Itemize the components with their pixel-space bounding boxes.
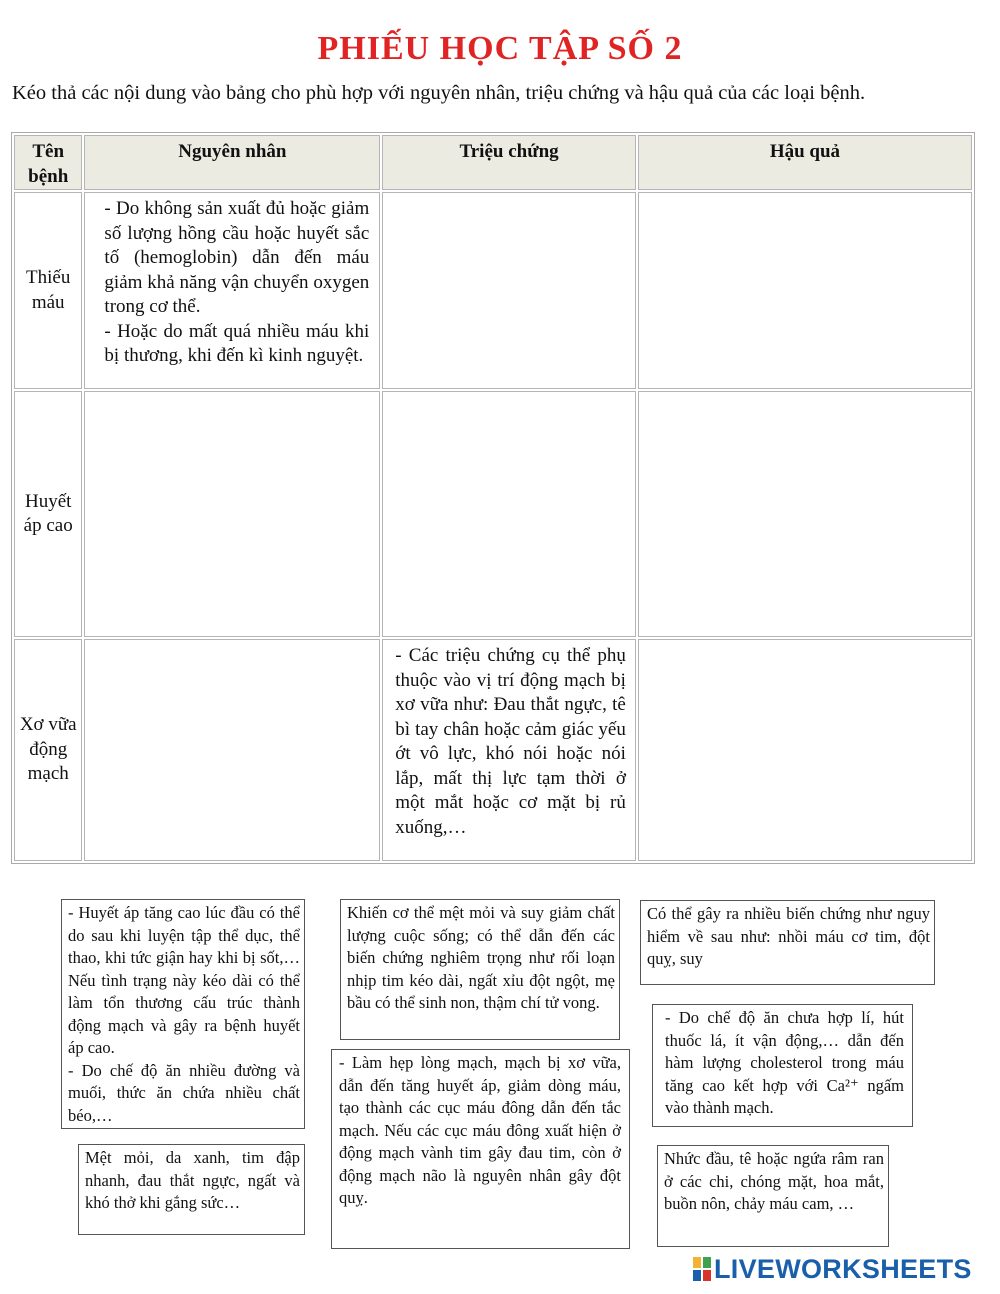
header-disease-name: Tên bệnh (14, 135, 82, 190)
worksheet-title: PHIẾU HỌC TẬP SỐ 2 (317, 30, 683, 67)
logo-grid-icon (693, 1257, 711, 1281)
card-text: - Làm hẹp lòng mạch, mạch bị xơ vữa, dẫn đến tăng huyết áp, giảm dòng máu, tạo thành các cục máu đông dẫn đến tắc mạch. Nếu các cục máu đông xuất hiện ở động mạch vành tim gây đau tim, còn ở động mạch não là nguyên nhân gây đột quỵ. (339, 1053, 621, 1207)
cause-cell[interactable] (84, 192, 380, 389)
table-row (14, 192, 972, 389)
draggable-card-hypertension-consequence[interactable] (640, 900, 935, 985)
cause-drop-zone[interactable] (84, 391, 380, 637)
draggable-card-hypertension-cause[interactable] (61, 899, 305, 1129)
cause-drop-zone[interactable] (84, 639, 380, 861)
table-row (14, 639, 972, 861)
logo-text: LIVEWORKSHEETS (714, 1253, 972, 1284)
disease-name-cell: Huyết áp cao (14, 391, 82, 637)
draggable-card-anemia-symptom[interactable] (78, 1144, 305, 1235)
card-text: - Do chế độ ăn chưa hợp lí, hút thuốc lá, ít vận động,… dẫn đến hàm lượng cholesterol trong máu tăng cao kết hợp với Ca²⁺ ngấm vào thành mạch. (665, 1008, 904, 1117)
symptom-drop-zone[interactable] (382, 391, 636, 637)
draggable-card-hypertension-symptom[interactable] (657, 1145, 889, 1247)
instruction-text: Kéo thả các nội dung vào bảng cho phù hợp với nguyên nhân, triệu chứng và hậu quả của các loại bệnh. (12, 82, 866, 104)
header-cause: Nguyên nhân (84, 135, 380, 190)
consequence-drop-zone[interactable] (638, 192, 972, 389)
liveworksheets-logo (693, 1255, 972, 1283)
table-row (14, 391, 972, 637)
cause-text: - Do không sản xuất đủ hoặc giảm số lượng hồng cầu hoặc huyết sắc tố (hemoglobin) dẫn đến máu giảm khả năng vận chuyển oxygen trong cơ thể. - Hoặc do mất quá nhiều máu khi bị thương, khi đến kì kinh nguyệt. (104, 198, 370, 366)
card-text: Khiến cơ thể mệt mỏi và suy giảm chất lượng cuộc sống; có thể dẫn đến các biến chứng nghiêm trọng như rối loạn nhịp tim kéo dài, ngất xỉu đột ngột, mẹ bầu có thể sinh non, thậm chí tử vong. (347, 903, 615, 1012)
card-text: Có thể gây ra nhiều biến chứng như nguy hiểm về sau như: nhồi máu cơ tim, đột quỵ, suy (647, 904, 930, 968)
card-text: Mệt mỏi, da xanh, tim đập nhanh, đau thắt ngực, ngất và khó thở khi gắng sức… (85, 1148, 300, 1212)
consequence-drop-zone[interactable] (638, 639, 972, 861)
symptom-drop-zone[interactable] (382, 192, 636, 389)
table-header-row (14, 135, 972, 190)
header-symptom: Triệu chứng (382, 135, 636, 190)
disease-table (11, 132, 975, 864)
card-text: - Do chế độ ăn nhiều đường và muối, thức ăn chứa nhiều chất béo,… (68, 1060, 300, 1125)
card-text: Nhức đầu, tê hoặc ngứa râm ran ở các chi, chóng mặt, hoa mắt, buồn nôn, chảy máu cam, … (664, 1149, 884, 1213)
disease-name-cell: Xơ vữa động mạch (14, 639, 82, 861)
symptom-cell[interactable]: - Các triệu chứng cụ thể phụ thuộc vào vị trí động mạch bị xơ vữa như: Đau thắt ngực, tê bì tay chân hoặc cảm giác yếu ớt vô lực, khó nói hoặc nói lắp, mất thị lực tạm thời ở một mắt hoặc cơ mặt bị rủ xuống,… (382, 639, 636, 861)
header-consequence: Hậu quả (638, 135, 972, 190)
draggable-card-atherosclerosis-cause[interactable] (652, 1004, 913, 1127)
disease-name-cell: Thiếu máu (14, 192, 82, 389)
consequence-drop-zone[interactable] (638, 391, 972, 637)
card-text: - Huyết áp tăng cao lúc đầu có thể do sau khi luyện tập thể dục, thể thao, khi tức giận hay khi bị sốt,… Nếu tình trạng này kéo dài có thể làm tổn thương cấu trúc thành động mạch và gây ra bệnh huyết áp cao. (68, 903, 300, 1057)
draggable-card-anemia-consequence[interactable] (340, 899, 620, 1040)
draggable-card-atherosclerosis-consequence[interactable] (331, 1049, 630, 1249)
